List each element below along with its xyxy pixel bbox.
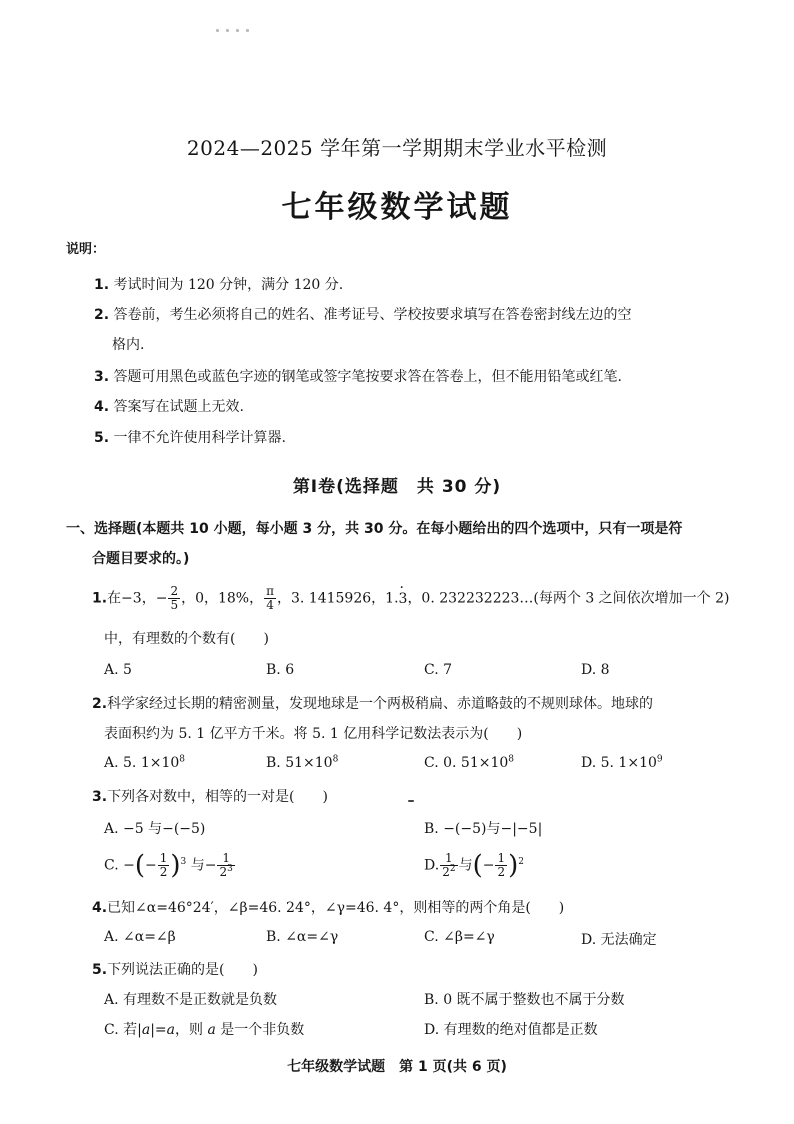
- fraction-one-half: [495, 852, 507, 879]
- note-text: 一律不允许使用科学计算器.: [113, 430, 286, 446]
- variable-a: a: [141, 1022, 151, 1038]
- q5-option-a[interactable]: A. 有理数不是正数就是负数: [104, 992, 278, 1008]
- numerator: 1: [440, 852, 457, 866]
- q5-option-c[interactable]: [104, 1019, 304, 1039]
- left-paren: (: [134, 850, 145, 881]
- note-number: 1.: [94, 277, 110, 293]
- note-item-1: [94, 274, 343, 294]
- denominator: [440, 866, 457, 879]
- exponent: 2: [449, 864, 456, 874]
- denominator: 2: [159, 865, 168, 879]
- note-text: 答题可用黑色或蓝色字迹的钢笔或签字笔按要求答在答卷上，但不能用铅笔或红笔.: [113, 369, 622, 385]
- note-item-2: [94, 304, 632, 324]
- question-2: [92, 693, 653, 713]
- question-3: [92, 786, 328, 806]
- note-number: 5.: [94, 430, 110, 446]
- notes-label: 说明：: [66, 242, 106, 257]
- question-5: [92, 959, 258, 979]
- numerator: 1: [497, 851, 506, 865]
- q4-text: 已知∠α=46°24′，∠β=46. 24°，∠γ=46. 4°，则相等的两个角是( ): [107, 900, 565, 916]
- q1-text-part: ，3. 1415926，1.: [277, 590, 399, 607]
- note-text: 考试时间为 120 分钟，满分 120 分.: [113, 277, 344, 293]
- fraction-two-fifths: [168, 585, 180, 612]
- note-text: 答卷前，考生必须将自己的姓名、准考证号、学校按要求填写在答卷密封线左边的空: [113, 307, 632, 323]
- q2-option-c[interactable]: [424, 755, 514, 771]
- q3-text: 下列各对数中，相等的一对是( ): [107, 789, 328, 805]
- exponent: 9: [656, 754, 663, 765]
- question-number: 2.: [92, 696, 108, 712]
- fraction-one-over-two-cubed: [217, 852, 234, 879]
- note-number: 4.: [94, 399, 110, 415]
- option-text: D. 5. 1×10: [581, 755, 657, 771]
- minus-sign: −: [145, 857, 157, 874]
- q2-option-d[interactable]: [581, 755, 663, 771]
- fraction-pi-quarter: [264, 585, 276, 612]
- right-paren: ): [170, 850, 181, 881]
- q3-option-b[interactable]: B. −(−5)与−|−5|: [424, 821, 543, 837]
- note-item-2-continued: 格内.: [112, 337, 145, 353]
- scan-speck: [408, 800, 414, 802]
- option-text: C. 若|: [104, 1022, 142, 1038]
- part-heading: 一、选择题(本题共 10 小题，每小题 3 分，共 30 分。在每小题给出的四个选项中，只有一项是符: [66, 521, 683, 537]
- note-text: 答案写在试题上无效.: [113, 399, 244, 415]
- q1-option-c[interactable]: C. 7: [424, 662, 453, 678]
- q1-text-part: ，0，18%，: [181, 590, 264, 607]
- part-heading-continued: 合题目要求的。): [92, 551, 190, 567]
- question-number: 1.: [92, 590, 108, 607]
- note-number: 3.: [94, 369, 110, 385]
- q4-option-d[interactable]: D. 无法确定: [581, 932, 657, 948]
- exponent: 8: [179, 754, 186, 765]
- section-title: 第Ⅰ卷(选择题 共 30 分): [292, 477, 502, 497]
- option-text: B. 51×10: [266, 755, 333, 771]
- q3-option-c[interactable]: [104, 852, 236, 879]
- q1-text-part: 在−3，−: [107, 590, 168, 607]
- question-1-continued: 中，有理数的个数有( ): [104, 631, 269, 647]
- left-paren: (: [472, 850, 483, 881]
- option-text: C. 0. 51×10: [424, 755, 509, 771]
- numerator: π: [266, 584, 274, 598]
- numerator: 1: [159, 851, 168, 865]
- base: 2: [219, 865, 228, 879]
- q3-option-a[interactable]: A. −5 与−(−5): [104, 821, 206, 837]
- note-item-4: [94, 396, 244, 416]
- question-number: 3.: [92, 789, 108, 805]
- repeating-digit: · 3: [399, 591, 408, 607]
- option-text: ，则: [175, 1022, 204, 1038]
- q2-option-a[interactable]: [104, 755, 185, 771]
- q1-option-d[interactable]: D. 8: [581, 662, 610, 678]
- option-text: D.: [424, 857, 440, 874]
- q5-option-b[interactable]: B. 0 既不属于整数也不属于分数: [424, 992, 625, 1008]
- option-text: 与−: [190, 857, 217, 874]
- denominator: 4: [266, 598, 274, 612]
- q2-text: 科学家经过长期的精密测量，发现地球是一个两极稍扁、赤道略鼓的不规则球体。地球的: [107, 696, 654, 712]
- exponent: 2: [518, 856, 524, 867]
- q4-option-b[interactable]: B. ∠α=∠γ: [266, 929, 339, 945]
- q2-option-b[interactable]: [266, 755, 338, 771]
- q5-text: 下列说法正确的是( ): [107, 962, 258, 978]
- exponent: 8: [332, 754, 339, 765]
- exam-title: 2024—2025 学年第一学期期末学业水平检测: [186, 136, 608, 160]
- numerator: 2: [170, 584, 179, 598]
- q1-text-part: ，0. 232232223…(每两个 3 之间依次增加一个 2): [407, 590, 730, 607]
- variable-a: a: [166, 1022, 176, 1038]
- exponent: 3: [180, 856, 187, 867]
- question-4: [92, 897, 564, 917]
- note-item-5: [94, 427, 286, 447]
- question-number: 5.: [92, 962, 108, 978]
- question-2-continued: 表面积约为 5. 1 亿平方千米。将 5. 1 亿用科学记数法表示为( ): [104, 726, 523, 742]
- question-number: 4.: [92, 900, 108, 916]
- q4-option-a[interactable]: A. ∠α=∠β: [104, 929, 176, 945]
- fraction-one-over-two-squared: [440, 852, 457, 879]
- question-1: [92, 585, 730, 612]
- base: 2: [442, 865, 450, 879]
- denominator: 2: [497, 865, 506, 879]
- note-number: 2.: [94, 307, 110, 323]
- option-text: 与: [458, 857, 473, 874]
- q1-option-a[interactable]: A. 5: [104, 662, 132, 678]
- exponent: 8: [508, 754, 515, 765]
- q1-option-b[interactable]: B. 6: [266, 662, 295, 678]
- right-paren: ): [508, 850, 519, 881]
- option-text: C. −: [104, 857, 135, 874]
- variable-a: a: [207, 1022, 216, 1038]
- page-footer: 七年级数学试题 第 1 页(共 6 页): [287, 1059, 507, 1075]
- fraction-one-half: [158, 852, 170, 879]
- exam-subtitle: 七年级数学试题: [281, 190, 513, 225]
- q4-option-c[interactable]: C. ∠β=∠γ: [424, 929, 495, 945]
- note-item-3: [94, 366, 622, 386]
- option-text: |=: [150, 1022, 167, 1038]
- q3-option-d[interactable]: [424, 852, 524, 879]
- exponent: 3: [227, 864, 233, 874]
- minus-sign: −: [482, 857, 495, 874]
- scan-marks: [216, 17, 256, 20]
- denominator: 5: [170, 598, 179, 612]
- option-text: A. 5. 1×10: [104, 755, 180, 771]
- numerator: 1: [217, 852, 234, 866]
- q5-option-d[interactable]: D. 有理数的绝对值都是正数: [424, 1022, 598, 1038]
- denominator: [217, 866, 234, 879]
- option-text: 是一个非负数: [220, 1022, 305, 1038]
